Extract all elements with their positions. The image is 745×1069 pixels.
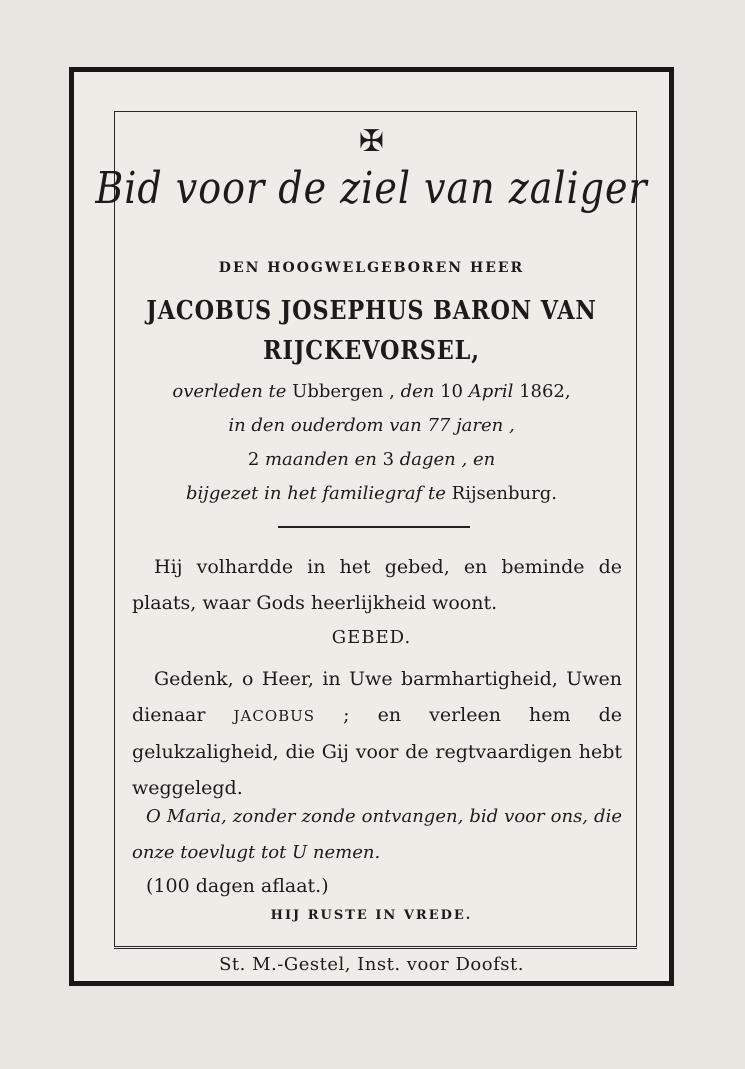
age-detail-line: 2 maanden en 3 dagen , en xyxy=(247,449,496,470)
verse: Hij volhardde in het gebed, en beminde de plaats, waar Gods heerlijkheid woont. xyxy=(132,556,622,614)
cross-icon: ✠ xyxy=(358,124,385,159)
burial-line: bijgezet in het familiegraf te Rijsenburg. xyxy=(186,483,557,504)
age-line: in den ouderdom van 77 jaren , xyxy=(228,415,515,436)
closing: HIJ RUSTE IN VREDE. xyxy=(270,908,473,923)
prayer-name: JACOBUS xyxy=(233,707,316,725)
prayer: Gedenk, o Heer, in Uwe barmhartigheid, Uwen dienaar JACOBUS ; en verleen hem de gelukzaligheid, die Gij voor de regtvaardigen hebt weggelegd. xyxy=(132,668,622,799)
prayer-heading: GEBED. xyxy=(331,627,412,648)
memorial-card xyxy=(69,67,674,986)
death-line: overleden te Ubbergen , den 10 April 1862, xyxy=(172,381,571,402)
name-line-2: RIJCKEVORSEL, xyxy=(263,336,480,366)
printer-line: St. M.-Gestel, Inst. voor Doofst. xyxy=(219,954,524,975)
title-prefix: DEN HOOGWELGEBOREN HEER xyxy=(218,260,525,276)
indulgence: (100 dagen aflaat.) xyxy=(146,875,329,897)
bottom-rule xyxy=(114,948,637,949)
maria-invocation: O Maria, zonder zonde ontvangen, bid voor ons, die onze toevlugt tot U nemen. xyxy=(132,806,622,863)
name-line-1: JACOBUS JOSEPHUS BARON VAN xyxy=(146,296,597,326)
divider xyxy=(278,526,470,528)
script-heading: Bid voor de ziel van zaliger xyxy=(95,162,648,214)
